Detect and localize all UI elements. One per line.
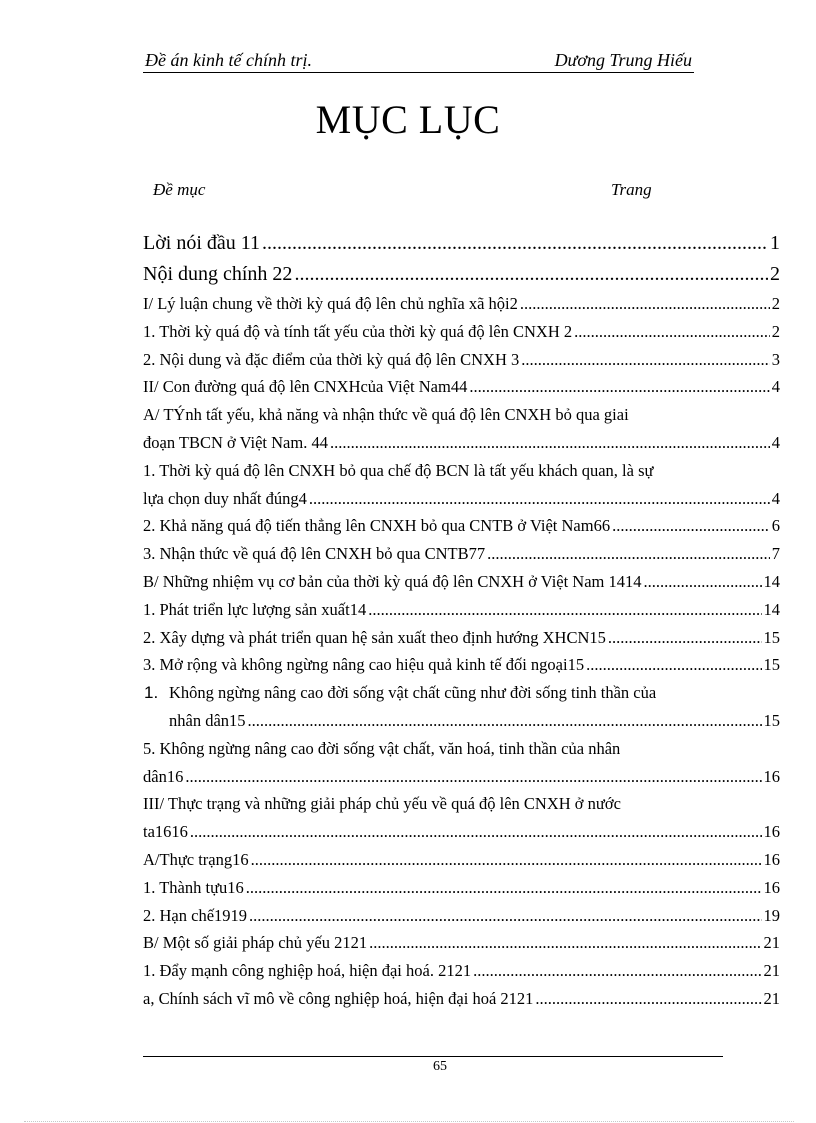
table-of-contents — [143, 228, 780, 1013]
toc-entry[interactable]: a, Chính sách vĩ mô về công nghiệp hoá, hiện đại hoá 2121 ..... 21 — [143, 985, 780, 1013]
toc-entry[interactable]: B/ Những nhiệm vụ cơ bản của thời kỳ quá độ lên CNXH ở Việt Nam 1414 ..... 14 — [143, 568, 780, 596]
header-author: Dương Trung Hiếu — [554, 50, 692, 70]
toc-entry[interactable]: đoạn TBCN ở Việt Nam. 44 ..... 4 — [143, 429, 780, 457]
toc-entry[interactable]: II/ Con đường quá độ lên CNXHcủa Việt Nam44 ..... 4 — [143, 373, 780, 401]
toc-entry-wrapped[interactable]: 5. Không ngừng nâng cao đời sống vật chất, văn hoá, tinh thần của nhân — [143, 738, 621, 758]
toc-entry[interactable]: 3. Nhận thức về quá độ lên CNXH bỏ qua CNTB77 ..... 7 — [143, 540, 780, 568]
toc-entry[interactable]: dân16 ..... 16 — [143, 763, 780, 791]
toc-entry[interactable]: ta1616 ..... 16 — [143, 818, 780, 846]
toc-entry[interactable]: 2. Nội dung và đặc điểm của thời kỳ quá độ lên CNXH 3 ..... 3 — [143, 346, 780, 374]
page-title: MỤC LỤC — [315, 97, 501, 142]
toc-entry[interactable]: I/ Lý luận chung về thời kỳ quá độ lên chủ nghĩa xã hội2 ..... 2 — [143, 290, 780, 318]
toc-entry-wrapped[interactable]: 1. Thời kỳ quá độ lên CNXH bỏ qua chế độ BCN là tất yếu khách quan, là sự — [143, 460, 654, 480]
toc-entry[interactable]: Lời nói đầu 11 ..... 1 — [143, 228, 780, 259]
column-heading-page: Trang — [611, 180, 652, 199]
column-heading-section: Đề mục — [153, 180, 206, 199]
toc-entry[interactable]: 1. Phát triển lực lượng sản xuất14 ..... 14 — [143, 596, 780, 624]
toc-entry-wrapped[interactable]: 1. Không ngừng nâng cao đời sống vật chất cũng như đời sống tinh thần của — [143, 679, 780, 707]
toc-entry[interactable]: 2. Xây dựng và phát triển quan hệ sản xuất theo định hướng XHCN15 ..... 15 — [143, 624, 780, 652]
toc-entry[interactable]: B/ Một số giải pháp chủ yếu 2121 ..... 21 — [143, 929, 780, 957]
toc-entry-wrapped[interactable]: A/ TÝnh tất yếu, khả năng và nhận thức về quá độ lên CNXH bỏ qua giai — [143, 405, 629, 425]
toc-entry[interactable]: nhân dân15 ..... 15 — [143, 707, 780, 735]
page-bottom-border — [24, 1121, 794, 1122]
toc-entry[interactable]: Nội dung chính 22 ..... 2 — [143, 259, 780, 290]
toc-entry[interactable]: 1. Thành tựu16 ..... 16 — [143, 874, 780, 902]
list-number: 1. — [144, 683, 159, 703]
toc-entry[interactable]: 1. Đẩy mạnh công nghiệp hoá, hiện đại hoá. 2121 ..... 21 — [143, 957, 780, 985]
running-header — [143, 50, 694, 73]
toc-entry[interactable]: 2. Khả năng quá độ tiến thẳng lên CNXH bỏ qua CNTB ở Việt Nam66 ..... 6 — [143, 512, 780, 540]
toc-entry[interactable]: lựa chọn duy nhất đúng4 ..... 4 — [143, 485, 780, 513]
toc-entry[interactable]: 2. Hạn chế1919 ..... 19 — [143, 902, 780, 930]
header-title: Đề án kinh tế chính trị. — [145, 50, 312, 70]
toc-entry[interactable]: 1. Thời kỳ quá độ và tính tất yếu của thời kỳ quá độ lên CNXH 2 ..... 2 — [143, 318, 780, 346]
toc-entry[interactable]: A/Thực trạng16 ..... 16 — [143, 846, 780, 874]
page-number: 65 — [433, 1059, 447, 1074]
toc-entry[interactable]: 3. Mở rộng và không ngừng nâng cao hiệu quả kinh tế đối ngoại15 ..... 15 — [143, 651, 780, 679]
toc-entry-wrapped[interactable]: III/ Thực trạng và những giải pháp chủ yếu về quá độ lên CNXH ở nước — [143, 794, 621, 814]
footer-divider — [143, 1056, 723, 1057]
